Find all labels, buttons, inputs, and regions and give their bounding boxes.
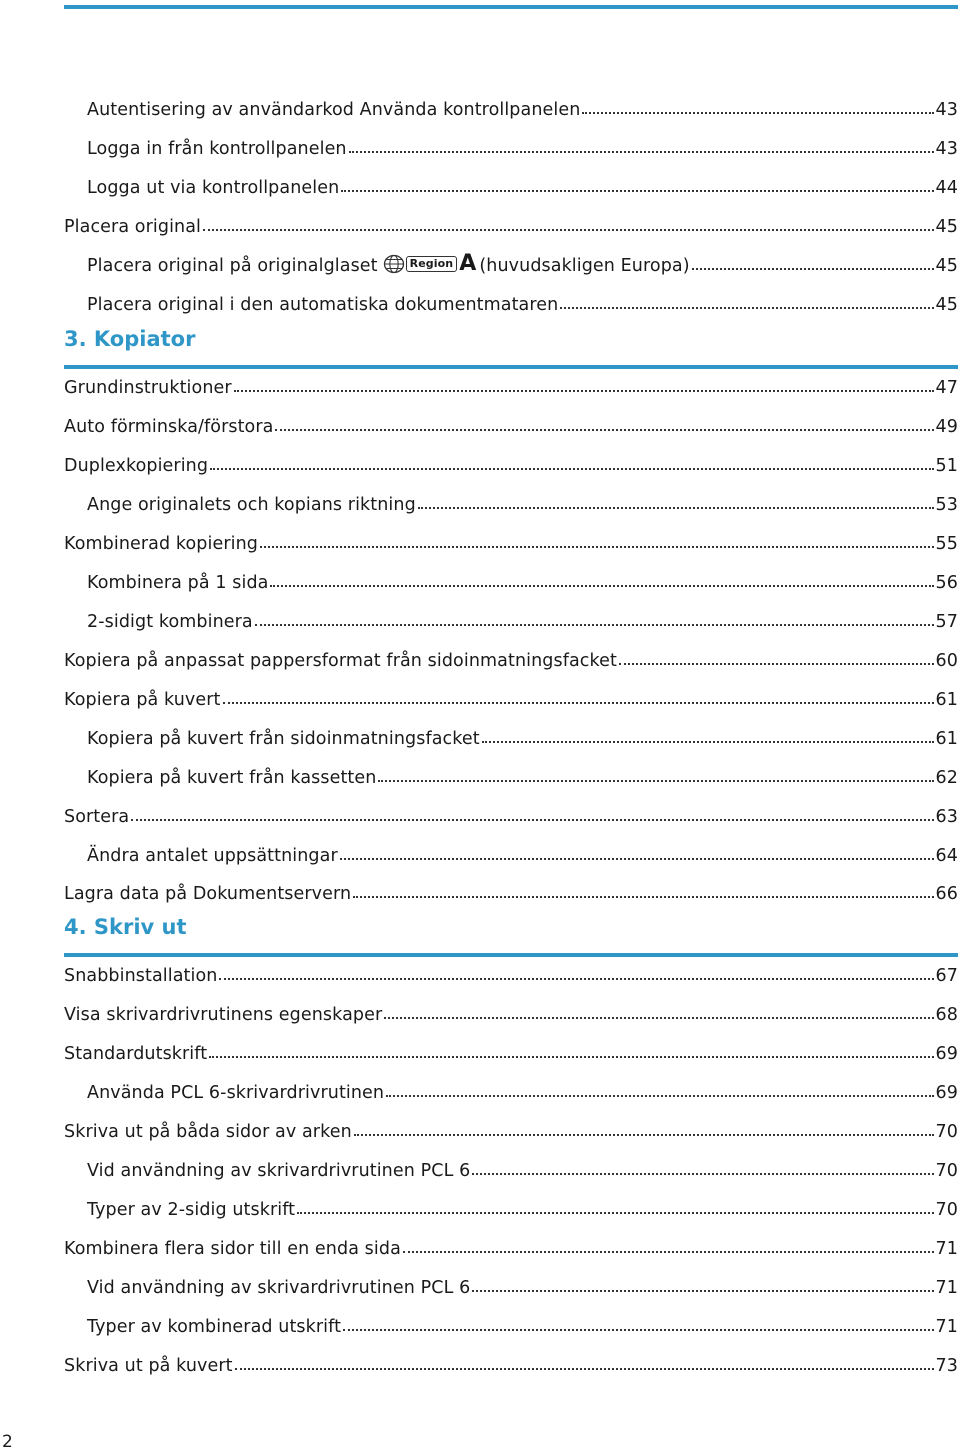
toc-entry-title: Skriva ut på kuvert bbox=[64, 1356, 233, 1376]
toc-entry[interactable] bbox=[87, 836, 958, 866]
toc-entry-title: Kopiera på kuvert från kassetten bbox=[87, 768, 377, 788]
toc-entry-title: Lagra data på Dokumentservern bbox=[64, 884, 352, 904]
toc-entry-title: Skriva ut på båda sidor av arken bbox=[64, 1122, 352, 1142]
toc-entry-page: 45 bbox=[935, 217, 958, 237]
toc-entry-title: Vid användning av skrivardrivrutinen PCL 6 bbox=[87, 1278, 471, 1298]
toc-entry-title-before: Placera original på originalglaset bbox=[87, 256, 378, 276]
toc-entry[interactable] bbox=[87, 246, 958, 276]
toc-entry[interactable] bbox=[64, 641, 958, 671]
toc-entry-title: Placera original bbox=[64, 217, 202, 237]
toc-entry[interactable] bbox=[87, 1307, 958, 1337]
dot-leader bbox=[353, 896, 933, 898]
toc-entry-title: Ange originalets och kopians riktning bbox=[87, 495, 416, 515]
toc-entry[interactable] bbox=[64, 1346, 958, 1376]
toc-entry-page: 71 bbox=[935, 1317, 958, 1337]
toc-entry[interactable] bbox=[64, 1034, 958, 1064]
region-letter: A bbox=[459, 251, 477, 276]
toc-entry-page: 73 bbox=[935, 1356, 958, 1376]
dot-leader bbox=[223, 702, 934, 704]
toc-entry-page: 60 bbox=[935, 651, 958, 671]
dot-leader bbox=[297, 1212, 933, 1214]
dot-leader bbox=[386, 1095, 933, 1097]
toc-entry-page: 57 bbox=[935, 612, 958, 632]
toc-entry-title: Ändra antalet uppsättningar bbox=[87, 846, 338, 866]
toc-entry[interactable] bbox=[87, 563, 958, 593]
toc-entry-page: 71 bbox=[935, 1239, 958, 1259]
region-label: Region bbox=[406, 256, 458, 272]
dot-leader bbox=[209, 1056, 933, 1058]
toc-entry[interactable] bbox=[87, 1151, 958, 1181]
dot-leader bbox=[384, 1017, 933, 1019]
toc-entry-title: Autentisering av användarkod Använda kontrollpanelen bbox=[87, 100, 581, 120]
dot-leader bbox=[349, 151, 934, 153]
chapter-number: 4. bbox=[64, 915, 87, 939]
toc-entry-page: 45 bbox=[935, 295, 958, 315]
toc-entry[interactable] bbox=[87, 168, 958, 198]
toc-entry-page: 70 bbox=[935, 1122, 958, 1142]
dot-leader bbox=[560, 307, 933, 309]
toc-entry-title: Standardutskrift bbox=[64, 1044, 208, 1064]
toc-entry-title: Visa skrivardrivrutinens egenskaper bbox=[64, 1005, 383, 1025]
toc-entry-page: 61 bbox=[935, 729, 958, 749]
toc-entry[interactable] bbox=[64, 995, 958, 1025]
toc-entry-title: Vid användning av skrivardrivrutinen PCL 6 bbox=[87, 1161, 471, 1181]
dot-leader bbox=[210, 468, 933, 470]
dot-leader bbox=[403, 1251, 934, 1253]
toc-entry-page: 47 bbox=[935, 378, 958, 398]
toc-entry-page: 62 bbox=[935, 768, 958, 788]
toc-entry-title: Typer av kombinerad utskrift bbox=[87, 1317, 342, 1337]
toc-entry[interactable] bbox=[64, 368, 958, 398]
dot-leader bbox=[255, 624, 934, 626]
toc-entry-page: 70 bbox=[935, 1161, 958, 1181]
toc-entry-title: Kopiera på kuvert bbox=[64, 690, 221, 710]
toc-entry-title-after: (huvudsakligen Europa) bbox=[479, 256, 690, 276]
toc-entry-page: 49 bbox=[935, 417, 958, 437]
toc-entry-title bbox=[87, 251, 690, 276]
toc-entry-title: Kombinera på 1 sida bbox=[87, 573, 269, 593]
toc-entry-page: 53 bbox=[935, 495, 958, 515]
dot-leader bbox=[343, 1329, 933, 1331]
toc-entry-title: Auto förminska/förstora bbox=[64, 417, 274, 437]
toc-entry-title: Logga ut via kontrollpanelen bbox=[87, 178, 340, 198]
toc-entry[interactable] bbox=[64, 874, 958, 904]
dot-leader bbox=[582, 112, 933, 114]
toc-entry-page: 66 bbox=[935, 884, 958, 904]
toc-entry-page: 70 bbox=[935, 1200, 958, 1220]
dot-leader bbox=[340, 858, 934, 860]
toc-entry-page: 55 bbox=[935, 534, 958, 554]
toc-entry[interactable] bbox=[64, 1229, 958, 1259]
toc-entry-page: 56 bbox=[935, 573, 958, 593]
toc-entry[interactable] bbox=[87, 1073, 958, 1103]
chapter-title: Kopiator bbox=[93, 327, 196, 351]
toc-entry-title: Kopiera på anpassat pappersformat från sidoinmatningsfacket bbox=[64, 651, 617, 671]
dot-leader bbox=[203, 229, 934, 231]
dot-leader bbox=[260, 546, 934, 548]
globe-icon bbox=[383, 254, 405, 274]
toc-entry-title: Placera original i den automatiska dokumentmataren bbox=[87, 295, 559, 315]
toc-entry-title: Logga in från kontrollpanelen bbox=[87, 139, 347, 159]
toc-entry-title: Kopiera på kuvert från sidoinmatningsfacket bbox=[87, 729, 480, 749]
dot-leader bbox=[378, 780, 933, 782]
toc-entry-title: Duplexkopiering bbox=[64, 456, 209, 476]
toc-entry[interactable] bbox=[87, 90, 958, 120]
toc-entry-page: 64 bbox=[935, 846, 958, 866]
toc-entry[interactable] bbox=[64, 797, 958, 827]
chapter-heading-kopiator[interactable] bbox=[64, 327, 958, 369]
toc-entry[interactable] bbox=[64, 956, 958, 986]
chapter-number: 3. bbox=[64, 327, 87, 351]
toc-entry-page: 61 bbox=[935, 690, 958, 710]
toc-entry-title: Sortera bbox=[64, 807, 130, 827]
toc-entry[interactable] bbox=[64, 446, 958, 476]
chapter-title: Skriv ut bbox=[93, 915, 187, 939]
toc-entry-title: Kombinerad kopiering bbox=[64, 534, 258, 554]
dot-leader bbox=[219, 978, 933, 980]
toc-entry-title: Grundinstruktioner bbox=[64, 378, 232, 398]
dot-leader bbox=[472, 1173, 933, 1175]
toc-entry[interactable] bbox=[64, 207, 958, 237]
toc-entry[interactable] bbox=[87, 129, 958, 159]
toc-entry-page: 69 bbox=[935, 1083, 958, 1103]
toc-entry[interactable] bbox=[64, 1112, 958, 1142]
toc-entry-page: 63 bbox=[935, 807, 958, 827]
toc-entry[interactable] bbox=[87, 1268, 958, 1298]
chapter-heading-skriv-ut[interactable] bbox=[64, 915, 958, 957]
dot-leader bbox=[275, 429, 933, 431]
toc-entry-page: 45 bbox=[935, 256, 958, 276]
toc-entry-page: 68 bbox=[935, 1005, 958, 1025]
dot-leader bbox=[341, 190, 933, 192]
toc-entry-title: Typer av 2-sidig utskrift bbox=[87, 1200, 296, 1220]
toc-entry-title: Kombinera flera sidor till en enda sida bbox=[64, 1239, 401, 1259]
toc-entry-page: 67 bbox=[935, 966, 958, 986]
toc-entry[interactable] bbox=[87, 285, 958, 315]
toc-entry-title: Snabbinstallation bbox=[64, 966, 218, 986]
toc-entry-page: 43 bbox=[935, 139, 958, 159]
toc-entry-page: 51 bbox=[935, 456, 958, 476]
toc-entry-page: 43 bbox=[935, 100, 958, 120]
dot-leader bbox=[619, 663, 934, 665]
dot-leader bbox=[472, 1290, 933, 1292]
dot-leader bbox=[482, 741, 934, 743]
toc-entry-page: 71 bbox=[935, 1278, 958, 1298]
dot-leader bbox=[692, 268, 934, 270]
toc-entry[interactable] bbox=[64, 407, 958, 437]
page-number: 2 bbox=[2, 1432, 13, 1452]
toc-entry[interactable] bbox=[87, 602, 958, 632]
toc-entry[interactable] bbox=[64, 524, 958, 554]
toc-entry[interactable] bbox=[87, 1190, 958, 1220]
dot-leader bbox=[270, 585, 933, 587]
dot-leader bbox=[234, 390, 934, 392]
toc-entry-page: 69 bbox=[935, 1044, 958, 1064]
toc-entry[interactable] bbox=[64, 680, 958, 710]
top-rule bbox=[64, 5, 958, 9]
toc-entry[interactable] bbox=[87, 758, 958, 788]
dot-leader bbox=[354, 1134, 934, 1136]
dot-leader bbox=[418, 507, 934, 509]
toc-entry-title: Använda PCL 6-skrivardrivrutinen bbox=[87, 1083, 385, 1103]
dot-leader bbox=[235, 1368, 934, 1370]
toc-entry[interactable] bbox=[87, 719, 958, 749]
region-a-mark bbox=[383, 251, 477, 276]
dot-leader bbox=[131, 819, 933, 821]
toc-entry[interactable] bbox=[87, 485, 958, 515]
toc-entry-page: 44 bbox=[935, 178, 958, 198]
toc-entry-title: 2-sidigt kombinera bbox=[87, 612, 253, 632]
